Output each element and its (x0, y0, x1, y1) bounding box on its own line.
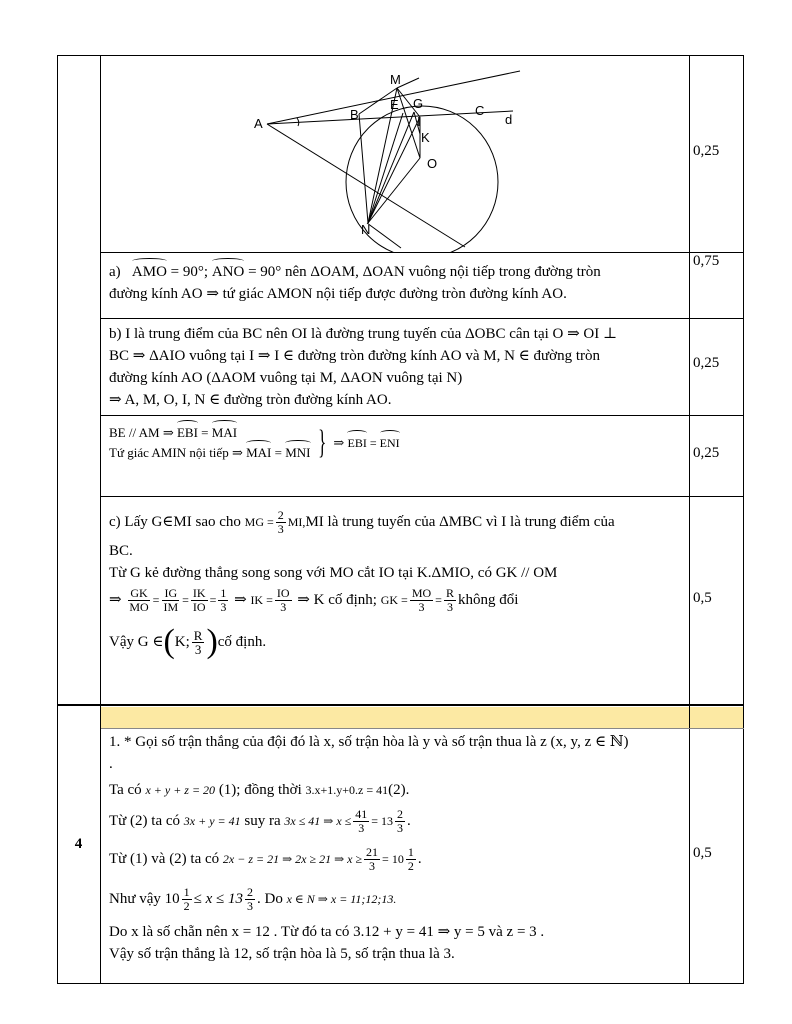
c-line3: Từ G kẻ đường thẳng song song với MO cắt IO tại K.ΔMIO, có GK // OM (109, 565, 558, 581)
part-a-line2: đường kính AO ⇒ tứ giác AMON nội tiếp được đường tròn đường kính AO. (109, 286, 567, 302)
label-m: M (390, 72, 401, 87)
b2-eq: = (366, 436, 380, 450)
b2-result-prefix: ⇒ (333, 435, 348, 450)
label-c: C (475, 103, 485, 118)
b2-eq: = (271, 445, 286, 460)
label-o: O (427, 156, 438, 171)
label-e: E (390, 97, 399, 112)
score-q4: 0,5 (693, 845, 712, 861)
line-nt (367, 223, 401, 248)
line-ne (368, 113, 403, 223)
c-k-fixed: ⇒ K cố định; (297, 592, 377, 608)
angle-mni: MNI (285, 443, 310, 463)
band-divider (101, 728, 744, 729)
line-ng (368, 112, 414, 223)
angle-ebi-result: EBI (347, 433, 366, 453)
label-b: B (350, 107, 359, 122)
c-line2: BC. (109, 543, 133, 559)
q4-line2: Ta có x + y + z = 20 (1); đồng thời 3.x+1.y+0.z = 41(2). (109, 782, 410, 798)
line-ni (368, 117, 420, 223)
q4-line1: 1. * Gọi số trận thắng của đội đó là x, số trận hòa là y và số trận thua là z (x, y, z ∈ ℕ) (109, 734, 629, 750)
section-divider (57, 704, 744, 706)
part-b-line1: b) I là trung điểm của BC nên OI là đường trung tuyến của ΔOBC cân tại O ⇒ OI ⊥ (109, 326, 618, 342)
label-g: G (413, 96, 424, 111)
c-ik: IK = (250, 593, 273, 607)
score-b2: 0,25 (693, 445, 720, 461)
angle-eni-result: ENI (380, 433, 400, 453)
q4-line6: Do x là số chẵn nên x = 12 . Từ đó ta có 3.12 + y = 41 ⇒ y = 5 và z = 3 . (109, 924, 545, 940)
part-b-line3: đường kính AO (ΔAOM vuông tại M, ΔAON vuông tại N) (109, 370, 463, 386)
highlight-band (101, 707, 689, 728)
c-line1-b: MI là trung tuyến của ΔMBC vì I là trung điểm của (305, 514, 615, 530)
part-c-text (109, 507, 689, 664)
score-c: 0,5 (693, 590, 712, 606)
part-a-prefix: a) (109, 264, 121, 280)
row-divider (100, 252, 744, 253)
helper (368, 71, 520, 223)
q4-line5: Như vậy 10 $\frac{1}{2}$ ≤ x ≤ 13 $\frac{2}{3}$ . Do x ∈ N ⇒ x = 11;12;13. (109, 884, 397, 913)
angle-mai-2: MAI (246, 443, 271, 463)
score-figure: 0,25 (693, 143, 720, 159)
angle-amo: AMO (132, 261, 167, 283)
q4-line4: Từ (1) và (2) ta có 2x − z = 21 ⇒ 2x ≥ 21 ⇒ x ≥ $\frac{21}{3}$ = 10 $\frac{1}{2}$ . (109, 844, 422, 873)
line-no (368, 158, 420, 223)
score-b: 0,25 (693, 355, 720, 371)
label-n: N (361, 222, 371, 237)
q4-line7: Vậy số trận thắng là 12, số trận hòa là 5, số trận thua là 3. (109, 946, 455, 962)
q4-dot: . (109, 756, 113, 772)
angle-ebi: EBI (177, 423, 198, 443)
part-b-line4: ⇒ A, M, O, I, N ∈ đường tròn đường kính AO. (109, 392, 392, 408)
part-b-line2: BC ⇒ ΔAIO vuông tại I ⇒ I ∈ đường tròn đường kính AO và M, N ∈ đường tròn (109, 348, 600, 364)
part-a-eq1: = 90°; (166, 264, 212, 280)
label-i: I (417, 114, 421, 129)
b2-eq: = (197, 425, 212, 440)
angle-ano: ANO (212, 261, 245, 283)
c-gk: GK = (380, 593, 408, 607)
score-a: 0,75 (693, 253, 720, 269)
question-number: 4 (74, 836, 83, 852)
frac-2-3: $\frac{2}{3}$ (277, 507, 284, 536)
brace-icon: } (317, 424, 326, 461)
highlight-band-score (690, 707, 743, 728)
b2-line1-prefix: BE // AM ⇒ (109, 425, 177, 440)
geometry-figure (101, 56, 689, 252)
row-divider (100, 496, 744, 497)
c-line4: ⇒ $\frac{GK}{MO}$ = $\frac{IG}{IM}$ = $\frac{IK}{IO}$ = $\frac{1}{3}$ ⇒ IK = $\frac{IO}{3}$ ⇒ K cố định; GK = $\frac{MO}{3}$ = $\frac{R}{3}$ không đổi (109, 585, 519, 614)
part-a-text (109, 261, 689, 305)
angle-mai: MAI (212, 423, 237, 443)
c-mi: MI, (287, 515, 306, 529)
part-b-angles (109, 423, 689, 463)
q4-line3: Từ (2) ta có 3x + y = 41 suy ra 3x ≤ 41 ⇒ x ≤ $\frac{41}{3}$ = 13 $\frac{2}{3}$ . (109, 806, 411, 835)
part-b-text (109, 323, 689, 411)
row-divider (100, 415, 744, 416)
c-khong-doi: không đổi (457, 592, 519, 608)
solution-table (57, 55, 744, 984)
label-k: K (421, 130, 430, 145)
c-mg: MG = (244, 515, 274, 529)
row-divider (100, 318, 744, 319)
label-a: A (254, 116, 263, 131)
c-line1-a: c) Lấy G∈MI sao cho (109, 514, 241, 530)
label-d: d (505, 112, 513, 127)
table-border-bottom (57, 983, 744, 984)
part-a-eq2: = 90° nên ΔOAM, ΔOAN vuông nội tiếp trong đường tròn (244, 264, 601, 280)
b2-line2-prefix: Tứ giác AMIN nội tiếp ⇒ (109, 445, 247, 460)
c-line5: Vậy G ∈ ( K; $\frac{R}{3}$ ) cố định. (109, 623, 267, 660)
question-4-text (109, 731, 689, 965)
